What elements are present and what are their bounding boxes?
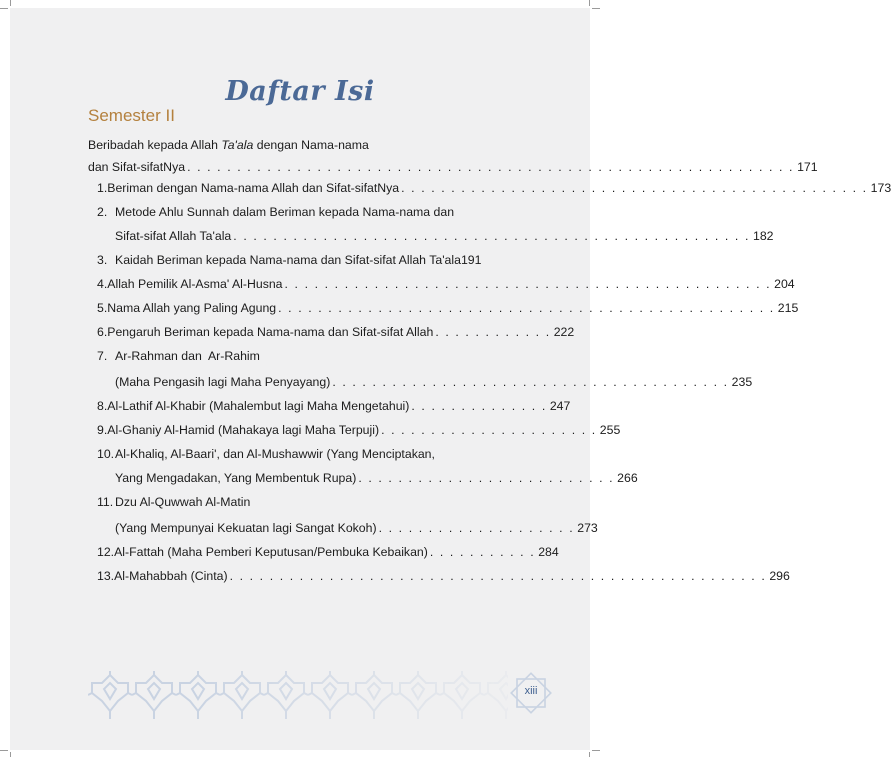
toc-entry-number: 2.	[97, 205, 108, 219]
toc-entry[interactable]	[97, 205, 454, 219]
geometric-pattern-icon	[88, 671, 508, 719]
toc-page-number: 204	[774, 277, 795, 291]
toc-entry-title: Nama Allah yang Paling Agung	[107, 301, 277, 315]
toc-entry-number: 1.	[97, 181, 108, 195]
toc-entry-number: 3.	[97, 253, 108, 267]
leader-dots: . . . . . . . . . . . . . . . . . . . . . . . . . .	[358, 471, 615, 485]
toc-page-number: 171	[797, 160, 818, 174]
crop-mark	[10, 752, 11, 757]
toc-intro-text-suffix: dengan Nama-nama	[253, 138, 369, 152]
crop-mark	[0, 750, 8, 751]
toc-entry-title: Al-Khaliq, Al-Baari', dan Al-Mushawwir (Yang Menciptakan,	[115, 447, 435, 461]
leader-dots: . . . . . . . . . . . .	[435, 325, 551, 339]
page-title: Daftar Isi	[225, 76, 375, 107]
toc-entry[interactable]	[97, 253, 481, 267]
toc-entry-title: Al-Lathif Al-Khabir (Mahalembut lagi Maha Mengetahui)	[107, 399, 410, 413]
toc-entry-title-cont: (Yang Mempunyai Kekuatan lagi Sangat Kokoh)	[115, 521, 377, 535]
toc-page-number: 182	[752, 229, 774, 243]
toc-entry-number: 13.	[97, 569, 115, 583]
page-number-badge	[508, 670, 554, 716]
toc-entry-continuation[interactable]	[115, 471, 638, 485]
crop-mark	[592, 8, 600, 9]
toc-entry-continuation[interactable]	[115, 521, 598, 535]
footer-ornament	[88, 671, 508, 719]
toc-entry-title: Beriman dengan Nama-nama Allah dan Sifat-sifatNya	[107, 181, 400, 195]
toc-entry-continuation[interactable]	[115, 375, 753, 389]
toc-page-number: 215	[777, 301, 799, 315]
toc-entry[interactable]	[97, 447, 435, 461]
section-heading: Semester II	[88, 106, 175, 125]
leader-dots: . . . . . . . . . . . . . . . . . . . . . . . . . . . . . . . . . . . . . . . . . . . . . . . . . . . . . . . . . . . . .	[187, 160, 795, 174]
leader-dots: . . . . . . . . . . . . . . . . . . . . . . . . . . . . . . . . . . . . . . . .	[332, 375, 729, 389]
toc-entry-title: Metode Ahlu Sunnah dalam Beriman kepada Nama-nama dan	[115, 205, 455, 219]
crop-mark	[592, 750, 600, 751]
toc-entry-number: 11.	[97, 495, 114, 509]
toc-intro-line-1[interactable]	[88, 138, 369, 152]
toc-entry-number: 6.	[97, 325, 108, 339]
crop-mark	[589, 0, 590, 6]
toc-entry-title: Allah Pemilik Al-Asma' Al-Husna	[107, 277, 283, 291]
toc-entry[interactable]	[97, 423, 621, 437]
toc-intro-text: Beribadah kepada Allah	[88, 138, 222, 152]
toc-entry-number: 7.	[97, 349, 108, 363]
toc-entry-number: 10.	[97, 447, 115, 461]
toc-entry-title: Al-Fattah (Maha Pemberi Keputusan/Pembuka Kebaikan)	[114, 545, 428, 559]
leader-dots: . . . . . . . . . . . . . . . . . . . . . . . . . . . . . . . . . . . . . . . . . . . . . . .	[401, 181, 868, 195]
toc-entry-title: Al-Ghaniy Al-Hamid (Mahakaya lagi Maha Terpuji)	[107, 423, 380, 437]
leader-dots: . . . . . . . . . . . . . . . . . . . . . . . . . . . . . . . . . . . . . . . . . . . . . . . . . . . . . .	[229, 569, 767, 583]
toc-page-number: 266	[617, 471, 638, 485]
toc-entry[interactable]	[97, 399, 571, 413]
toc-entry-title: Dzu Al-Quwwah Al-Matin	[115, 495, 251, 509]
toc-entry-title-cont: (Maha Pengasih lagi Maha Penyayang)	[115, 375, 331, 389]
leader-dots: . . . . . . . . . . . . . . . . . . . .	[378, 521, 575, 535]
toc-entry-title-cont: Sifat-sifat Allah Ta'ala	[115, 229, 232, 243]
toc-entry[interactable]	[97, 277, 795, 291]
toc-entry-title-cont: Yang Mengadakan, Yang Membentuk Rupa)	[115, 471, 357, 485]
toc-entry-continuation[interactable]	[115, 229, 774, 243]
leader-dots: . . . . . . . . . . . . . . . . . . . . . . . . . . . . . . . . . . . . . . . . . . . . . . . . . . . .	[233, 229, 750, 243]
toc-entry-title: Al-Mahabbah (Cinta)	[114, 569, 228, 583]
toc-entry[interactable]	[97, 545, 559, 559]
toc-page-number: 284	[538, 545, 559, 559]
toc-page-number: 247	[549, 399, 571, 413]
toc-entry-number: 4.	[97, 277, 108, 291]
toc-entry-number: 9.	[97, 423, 108, 437]
toc-entry-title: Ar-Rahman dan Ar-Rahim	[115, 349, 260, 363]
toc-entry[interactable]	[97, 181, 891, 195]
toc-entry-number: 8.	[97, 399, 108, 413]
toc-page-number: 173	[870, 181, 891, 195]
leader-dots: . . . . . . . . . . . . . . . . . . . . . . . . . . . . . . . . . . . . . . . . . . . . . . . . .	[284, 277, 772, 291]
crop-mark	[589, 752, 590, 757]
toc-entry-title: Pengaruh Beriman kepada Nama-nama dan Sifat-sifat Allah	[107, 325, 434, 339]
toc-page-number: 235	[731, 375, 753, 389]
toc-entry[interactable]	[97, 349, 260, 363]
toc-page-number: 273	[577, 521, 598, 535]
toc-page-number: 255	[599, 423, 621, 437]
toc-entry-title: Kaidah Beriman kepada Nama-nama dan Sifat-sifat Allah Ta'ala191	[115, 253, 482, 267]
toc-entry[interactable]	[97, 325, 575, 339]
leader-dots: . . . . . . . . . . .	[429, 545, 536, 559]
toc-entry[interactable]	[97, 301, 799, 315]
toc-intro-line-2[interactable]	[88, 160, 818, 174]
toc-entry[interactable]	[97, 495, 250, 509]
page-number: xiii	[524, 685, 538, 697]
toc-intro-text-2: dan Sifat-sifatNya	[88, 160, 186, 174]
toc-page-number: 296	[769, 569, 790, 583]
toc-page-number: 222	[553, 325, 575, 339]
crop-mark	[10, 0, 11, 6]
crop-mark	[0, 8, 8, 9]
toc-entry-number: 5.	[97, 301, 108, 315]
leader-dots: . . . . . . . . . . . . . .	[411, 399, 547, 413]
leader-dots: . . . . . . . . . . . . . . . . . . . . . .	[381, 423, 597, 437]
leader-dots: . . . . . . . . . . . . . . . . . . . . . . . . . . . . . . . . . . . . . . . . . . . . . . . . . .	[278, 301, 775, 315]
toc-entry-number: 12.	[97, 545, 115, 559]
toc-entry[interactable]	[97, 569, 790, 583]
toc-intro-italic: Ta'ala	[221, 138, 254, 152]
